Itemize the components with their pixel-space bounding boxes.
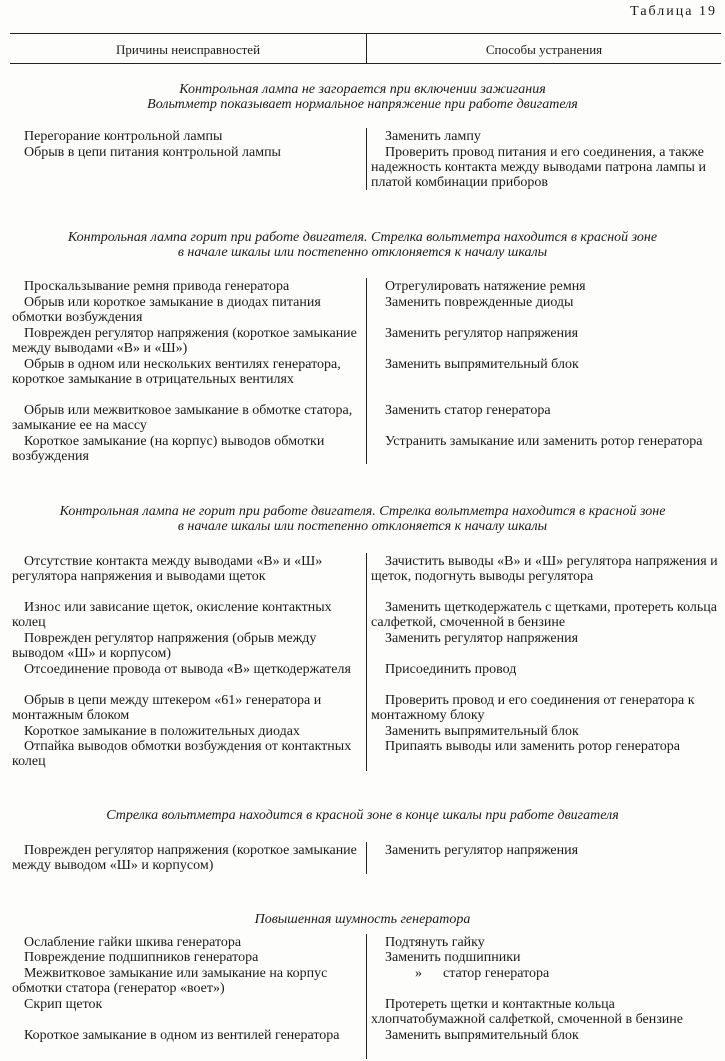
column-header-causes: Причины неисправностей <box>115 42 261 57</box>
remedy-text: Припаять выводы или заменить ротор генератора <box>385 739 680 754</box>
cause-text: Короткое замыкание в положительных диодах <box>24 724 300 739</box>
header-bottom-rule <box>10 63 721 64</box>
cause-text: Поврежден регулятор напряжения (обрыв между выводом «Ш» и корпусом) <box>12 631 317 661</box>
remedy-text: Заменить выпрямительный блок <box>385 724 579 739</box>
cause-text: Проскальзывание ремня привода генератора <box>24 279 290 294</box>
cause-text: Короткое замыкание в одном из вентилей генератора <box>24 1028 340 1043</box>
remedy-text: Присоединить провод <box>385 662 517 677</box>
section-heading-line: Вольтметр показывает нормальное напряжение при работе двигателя <box>147 97 578 112</box>
cause-text: Обрыв или межвитковое замыкание в обмотке статора, замыкание ее на массу <box>12 403 353 433</box>
column-header-remedies: Способы устранения <box>485 42 603 57</box>
cause-text: Отпайка выводов обмотки возбуждения от контактных колец <box>12 739 352 769</box>
remedy-text: Проверить провод питания и его соединения, а также надежность контакта между выводами патрона лампы и платой комбинации приборов <box>371 145 706 190</box>
section-heading <box>0 808 725 823</box>
section-heading-line: в начале шкалы или постепенно отклоняется к началу шкалы <box>177 245 548 260</box>
cause-text: Отсутствие контакта между выводами «В» и «Ш» регулятора напряжения и выводами щеток <box>12 554 323 584</box>
column-divider <box>366 842 367 874</box>
column-divider <box>366 128 367 190</box>
cause-text: Обрыв в цепи питания контрольной лампы <box>24 145 281 160</box>
remedy-text: Проверить провод и его соединения от генератора к монтажному блоку <box>371 693 695 723</box>
cause-text: Обрыв в цепи между штекером «61» генератора и монтажным блоком <box>12 693 322 723</box>
cause-text: Ослабление гайки шкива генератора <box>24 935 242 950</box>
cause-text: Короткое замыкание (на корпус) выводов обмотки возбуждения <box>12 434 325 464</box>
remedy-text: Заменить регулятор напряжения <box>385 843 579 858</box>
column-divider <box>366 934 367 1059</box>
cause-text: Отсоединение провода от вывода «В» щеткодержателя <box>24 662 351 677</box>
remedy-text: Зачистить выводы «В» и «Ш» регулятора напряжения и щеток, подогнуть выводы регулятора <box>371 554 718 584</box>
column-divider <box>366 553 367 771</box>
cause-text: Износ или зависание щеток, окисление контактных колец <box>12 600 332 630</box>
remedy-text: Заменить выпрямительный блок <box>385 1028 579 1043</box>
remedy-text: Устранить замыкание или заменить ротор генератора <box>385 434 703 449</box>
remedy-text: Протереть щетки и контактные кольца хлопчатобумажной салфеткой, смоченной в бензине <box>371 997 683 1027</box>
cause-text: Обрыв в одном или нескольких вентилях генератора, короткое замыкание в отрицательных вентилях <box>12 357 341 387</box>
section-heading-line: Контрольная лампа не горит при работе двигателя. Стрелка вольтметра находится в красной зоне <box>59 504 666 519</box>
remedy-text: Подтянуть гайку <box>385 935 485 950</box>
section-heading <box>0 912 725 927</box>
remedy-text: Заменить регулятор напряжения <box>385 631 579 646</box>
remedy-text: Заменить лампу <box>385 129 481 144</box>
remedy-text: Заменить выпрямительный блок <box>385 357 579 372</box>
section-heading <box>0 82 725 112</box>
section-heading-line: в начале шкалы или постепенно отклоняется к началу шкалы <box>177 519 548 534</box>
section-heading-line: Повышенная шумность генератора <box>254 912 471 927</box>
remedy-text: Заменить щеткодержатель с щетками, протереть кольца салфеткой, смоченной в бензине <box>371 600 717 630</box>
remedy-text: Отрегулировать натяжение ремня <box>385 279 586 294</box>
section-heading-line: Контрольная лампа горит при работе двигателя. Стрелка вольтметра находится в красной зоне <box>67 230 658 245</box>
column-divider <box>366 278 367 464</box>
cause-text: Перегорание контрольной лампы <box>24 129 223 144</box>
remedy-text: Заменить статор генератора <box>385 403 551 418</box>
cause-text: Поврежден регулятор напряжения (короткое замыкание между выводом «Ш» и корпусом) <box>12 843 357 873</box>
remedy-text: Заменить поврежденные диоды <box>385 295 574 310</box>
cause-text: Межвитковое замыкание или замыкание на корпус обмотки статора (генератор «воет») <box>12 966 328 996</box>
remedy-text: » статор генератора <box>415 966 550 981</box>
section-heading <box>0 504 725 534</box>
section-heading <box>0 230 725 260</box>
cause-text: Обрыв или короткое замыкание в диодах питания обмотки возбуждения <box>12 295 321 325</box>
section-heading-line: Стрелка вольтметра находится в красной зоне в конце шкалы при работе двигателя <box>106 808 619 823</box>
cause-text: Скрип щеток <box>24 997 103 1012</box>
cause-text: Поврежден регулятор напряжения (короткое замыкание между выводами «В» и «Ш») <box>12 326 357 356</box>
cause-text: Повреждение подшипников генератора <box>24 950 259 965</box>
table-title: Таблица 19 <box>630 4 717 19</box>
remedy-text: Заменить подшипники <box>385 950 521 965</box>
section-heading-line: Контрольная лампа не загорается при включении зажигания <box>179 82 546 97</box>
remedy-text: Заменить регулятор напряжения <box>385 326 579 341</box>
